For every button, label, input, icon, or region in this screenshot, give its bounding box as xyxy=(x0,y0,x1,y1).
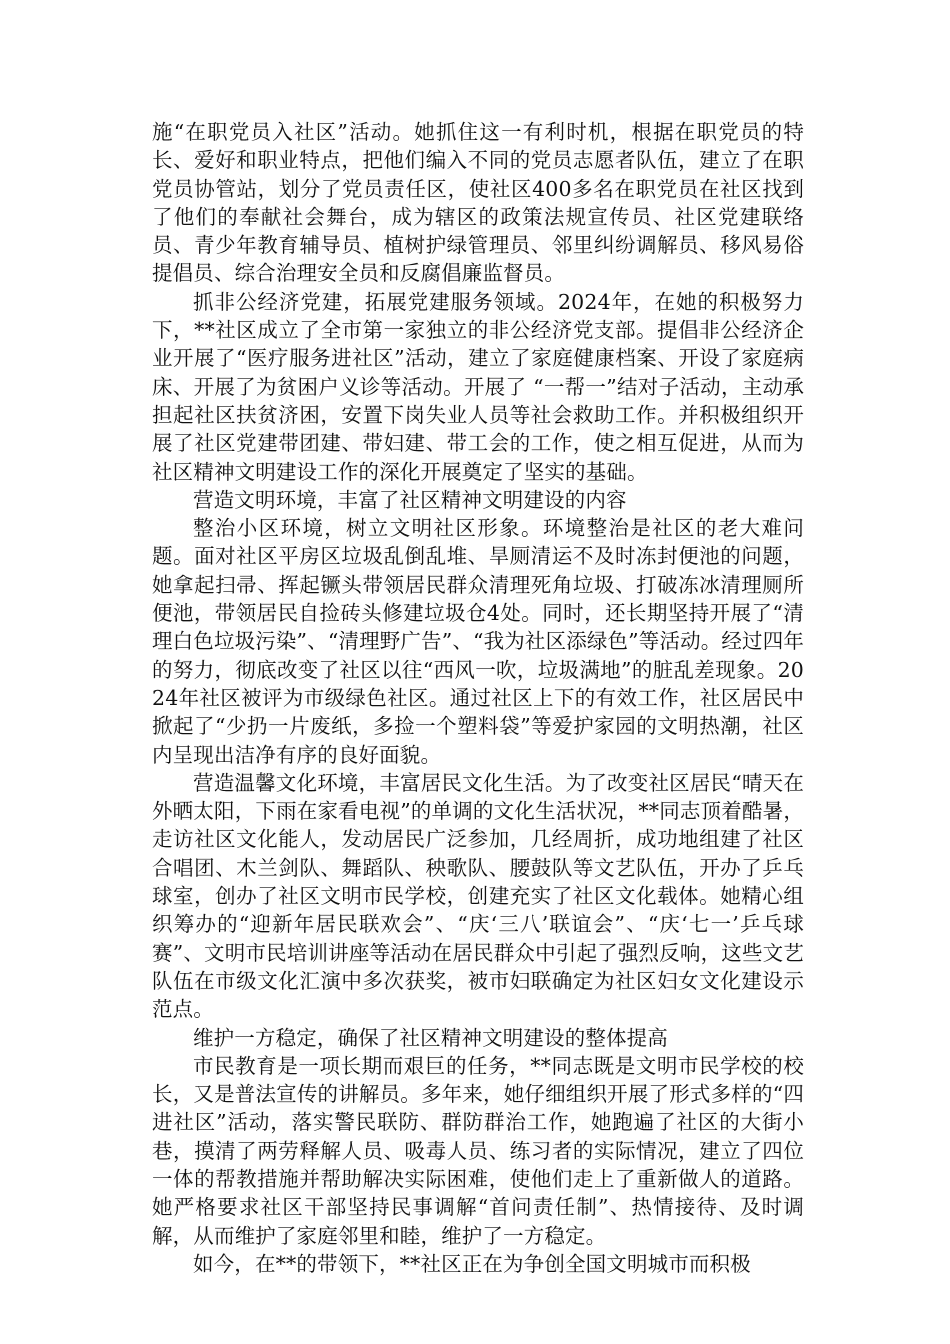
section-heading-2: 维护一方稳定，确保了社区精神文明建设的整体提高 xyxy=(193,1025,668,1050)
paragraph-4: 营造温馨文化环境，丰富居民文化生活。为了改变社区居民“晴天在外晒太阳，下雨在家看电视”的单调的文化生活状况，**同志顶着酷暑，走访社区文化能人，发动居民广泛参加，几经周折，成功地组建了社区合唱团、木兰剑队、舞蹈队、秧歌队、腰鼓队等文艺队伍，开办了乒乓球室，创办了社区文明市民学校，创建充实了社区文化载体。她精心组织筹办的“迎新年居民联欢会”、“庆‘三八’联谊会”、“庆‘七一’乒乓球赛”、文明市民培训讲座等活动在居民群众中引起了强烈反响，这些文艺队伍在市级文化汇演中多次获奖，被市妇联确定为社区妇女文化建设示范点。 xyxy=(152,770,804,1022)
paragraph-2: 抓非公经济党建，拓展党建服务领域。2024年，在她的积极努力下，**社区成立了全市第一家独立的非公经济党支部。提倡非公经济企业开展了“医疗服务进社区”活动，建立了家庭健康档案、开设了家庭病床、开展了为贫困户义诊等活动。开展了 “一帮一”结对子活动，主动承担起社区扶贫济困，安置下岗失业人员等社会救助工作。并积极组织开展了社区党建带团建、带妇建、带工会的工作，使之相互促进，从而为社区精神文明建设工作的深化开展奠定了坚实的基础。 xyxy=(152,289,804,484)
paragraph-3: 整治小区环境，树立文明社区形象。环境整治是社区的老大难问题。面对社区平房区垃圾乱倒乱堆、旱厕清运不及时冻封便池的问题，她拿起扫帚、挥起镢头带领居民群众清理死角垃圾、打破冻冰清理厕所便池，带领居民自捡砖头修建垃圾仓4处。同时，还长期坚持开展了“清理白色垃圾污染”、“清理野广告”、“我为社区添绿色”等活动。经过四年的努力，彻底改变了社区以往“西风一吹，垃圾满地”的脏乱差现象。2024年社区被评为市级绿色社区。通过社区上下的有效工作，社区居民中掀起了“少扔一片废纸，多捡一个塑料袋”等爱护家园的文明热潮，社区内呈现出洁净有序的良好面貌。 xyxy=(152,516,804,767)
paragraph-1: 施“在职党员入社区”活动。她抓住这一有利时机，根据在职党员的特长、爱好和职业特点，把他们编入不同的党员志愿者队伍，建立了在职党员协管站，划分了党员责任区，使社区400多名在职党员在社区找到了他们的奉献社会舞台，成为辖区的政策法规宣传员、社区党建联络员、青少年教育辅导员、植树护绿管理员、邻里纠纷调解员、移风易俗提倡员、综合治理安全员和反腐倡廉监督员。 xyxy=(152,120,804,286)
section-heading-1: 营造文明环境，丰富了社区精神文明建设的内容 xyxy=(193,487,627,512)
paragraph-6: 如今，在**的带领下，**社区正在为争创全国文明城市而积极 xyxy=(193,1251,751,1276)
document-body xyxy=(152,118,804,1278)
paragraph-5: 市民教育是一项长期而艰巨的任务，**同志既是文明市民学校的校长，又是普法宣传的讲解员。多年来，她仔细组织开展了形式多样的“四进社区”活动，落实警民联防、群防群治工作，她跑遍了社区的大街小巷，摸清了两劳释解人员、吸毒人员、练习者的实际情况，建立了四位一体的帮教措施并帮助解决实际困难，使他们走上了重新做人的道路。她严格要求社区干部坚持民事调解“首问责任制”、热情接待、及时调解，从而维护了家庭邻里和睦，维护了一方稳定。 xyxy=(152,1053,804,1248)
